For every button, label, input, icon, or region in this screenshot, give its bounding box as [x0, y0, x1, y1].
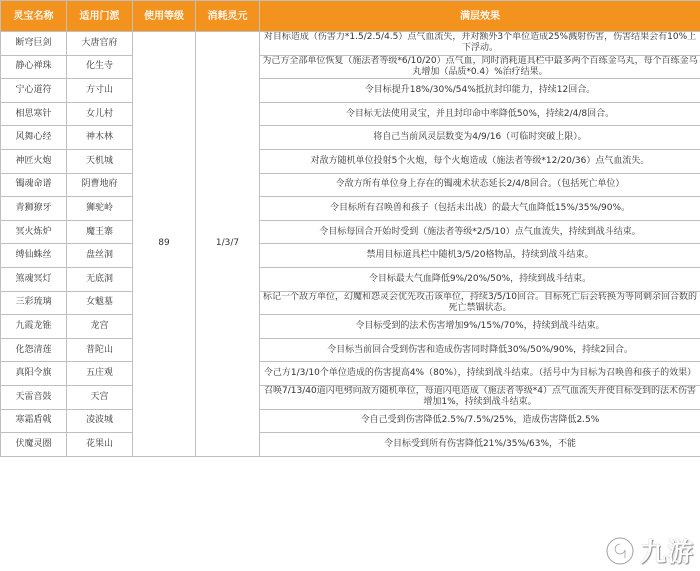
sect-cell: 花果山 [67, 433, 133, 457]
table-row [1, 291, 700, 315]
table-row [1, 32, 700, 56]
name-cell: 伏魔灵圈 [1, 433, 67, 457]
sect-cell: 女魃墓 [67, 291, 133, 315]
effect-cell: 令目标最大气血降低9%/20%/50%，持续到战斗结束。 [260, 267, 700, 291]
sect-cell: 狮驼岭 [67, 197, 133, 221]
effect-cell: 令目标所有召唤兽和孩子（包括未出战）的最大气血降低15%/35%/90%。 [260, 197, 700, 221]
sect-cell: 龙宫 [67, 315, 133, 339]
header-name: 灵宝名称 [1, 1, 67, 32]
effect-cell: 令己方1/3/10个单位造成的伤害提高4%（80%），持续到战斗结束。（括号中为目标为召唤兽和孩子的效果） [260, 362, 700, 386]
name-cell: 冥火炼炉 [1, 220, 67, 244]
effect-cell: 对敌方随机单位投射5个火炮，每个火炮造成（施法者等级*12/20/36）点气血流失。 [260, 149, 700, 173]
effect-cell: 令目标无法使用灵宝，并且封印命中率降低50%，持续2/4/8回合。 [260, 102, 700, 126]
effect-cell: 对目标造成（伤害力*1.5/2.5/4.5）点气血流失，并对额外3个单位造成25%溅射伤害，伤害结果会有10%上下浮动。 [260, 32, 700, 56]
watermark-text: 九游 [639, 538, 694, 568]
sect-cell: 神木林 [67, 126, 133, 150]
name-cell: 化怨清莲 [1, 338, 67, 362]
table-row [1, 385, 700, 409]
name-cell: 煞魂冥灯 [1, 267, 67, 291]
table-row [1, 338, 700, 362]
sect-cell: 魔王寨 [67, 220, 133, 244]
sect-cell: 化生寺 [67, 55, 133, 79]
nine-game-logo-icon [604, 535, 636, 567]
watermark [604, 532, 694, 569]
sect-cell: 五庄观 [67, 362, 133, 386]
name-cell: 风舞心经 [1, 126, 67, 150]
sect-cell: 天机城 [67, 149, 133, 173]
effect-cell: 标记一个敌方单位，幻魔和怨灵会优先攻击该单位，持续3/5/10回合。目标死亡后会转换为等同剩余回合数的死亡禁锢状态。 [260, 291, 700, 315]
effect-cell: 令目标受到所有伤害降低21%/35%/63%，不能 [260, 433, 700, 457]
table-row [1, 409, 700, 433]
table-row [1, 433, 700, 457]
sect-cell: 阴曹地府 [67, 173, 133, 197]
table-row [1, 220, 700, 244]
name-cell: 相思寒针 [1, 102, 67, 126]
name-cell: 神匠火炮 [1, 149, 67, 173]
sect-cell: 大唐官府 [67, 32, 133, 56]
sect-cell: 凌波城 [67, 409, 133, 433]
table-row [1, 55, 700, 79]
name-cell: 断穹巨剑 [1, 32, 67, 56]
name-cell: 静心禅珠 [1, 55, 67, 79]
header-effect: 满层效果 [260, 1, 700, 32]
table-row [1, 79, 700, 103]
effect-cell: 召唤7/13/40道闪电劈向敌方随机单位，每道闪电造成（施法者等级*4）点气血流失并使目标受到的法术伤害增加1%，持续到战斗结束。 [260, 385, 700, 409]
name-cell: 寒霜盾戟 [1, 409, 67, 433]
level-cell: 89 [133, 32, 196, 457]
header-sect: 适用门派 [67, 1, 133, 32]
sect-cell: 天宫 [67, 385, 133, 409]
cost-cell: 1/3/7 [196, 32, 260, 457]
effect-cell: 令目标每回合开始时受到（施法者等级*2/5/10）点气血流失，持续到战斗结束。 [260, 220, 700, 244]
sect-cell: 盘丝洞 [67, 244, 133, 268]
header-row [1, 1, 700, 32]
name-cell: 青狮獠牙 [1, 197, 67, 221]
effect-cell: 令目标提升18%/30%/54%抵抗封印能力，持续12回合。 [260, 79, 700, 103]
effect-cell: 为己方全部单位恢复（施法者等级*6/10/20）点气血，同时消耗道具栏中最多两个百练金乌丸，每个百练金乌丸增加（品质*0.4）%治疗结果。 [260, 55, 700, 79]
name-cell: 镯魂命谱 [1, 173, 67, 197]
name-cell: 缚仙蛛丝 [1, 244, 67, 268]
name-cell: 宁心道符 [1, 79, 67, 103]
name-cell: 天雷音鼓 [1, 385, 67, 409]
table-row [1, 126, 700, 150]
name-cell: 真阳令旗 [1, 362, 67, 386]
effect-cell: 将自己当前风灵层数变为4/9/16（可临时突破上限）。 [260, 126, 700, 150]
table-row [1, 173, 700, 197]
table-row [1, 149, 700, 173]
header-cost: 消耗灵元 [196, 1, 260, 32]
table-row [1, 315, 700, 339]
effect-cell: 令目标当前回合受到伤害和造成伤害同时降低30%/50%/90%，持续2回合。 [260, 338, 700, 362]
name-cell: 三彩琉璃 [1, 291, 67, 315]
table-row [1, 362, 700, 386]
sect-cell: 普陀山 [67, 338, 133, 362]
effect-cell: 令自己受到伤害降低2.5%/7.5%/25%，造成伤害降低2.5% [260, 409, 700, 433]
table-row [1, 102, 700, 126]
table-row [1, 244, 700, 268]
effect-cell: 令敌方所有单位身上存在的镯魂术状态延长2/4/8回合。（包括死亡单位） [260, 173, 700, 197]
sect-cell: 方寸山 [67, 79, 133, 103]
effect-cell: 禁用目标道具栏中随机3/5/20格物品，持续到战斗结束。 [260, 244, 700, 268]
sect-cell: 女儿村 [67, 102, 133, 126]
sect-cell: 无底洞 [67, 267, 133, 291]
effect-cell: 令目标受到的法术伤害增加9%/15%/70%，持续到战斗结束。 [260, 315, 700, 339]
table-row [1, 267, 700, 291]
name-cell: 九霞龙锥 [1, 315, 67, 339]
table-row [1, 197, 700, 221]
header-level: 使用等级 [133, 1, 196, 32]
